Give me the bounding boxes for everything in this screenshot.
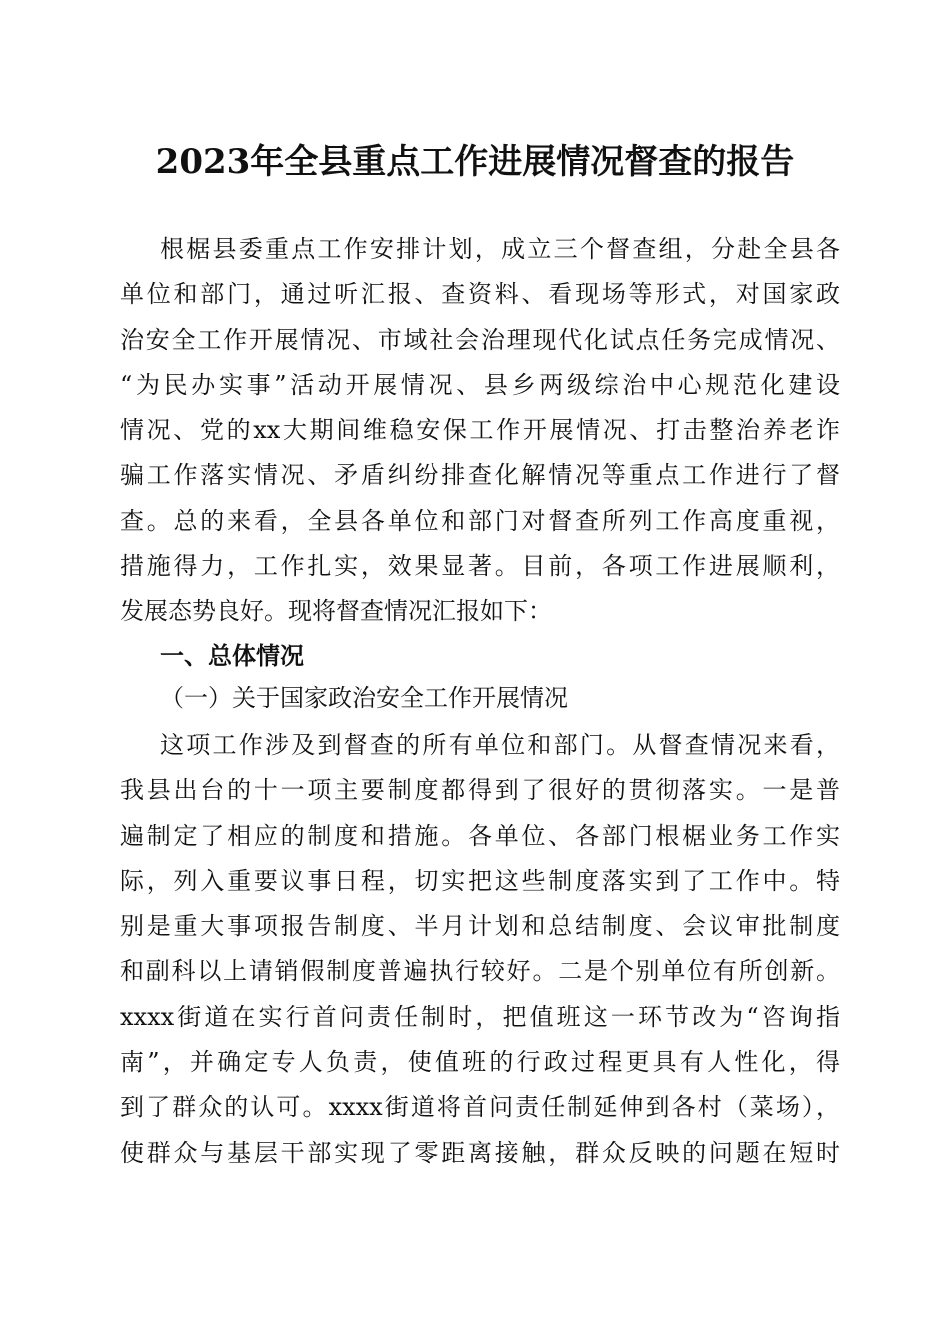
paragraph-line: xxxx街道在实行首问责任制时，把值班这一环节改为“咨询指 [120, 1002, 840, 1031]
paragraph-line: 我县出台的十一项主要制度都得到了很好的贯彻落实。一是普 [120, 776, 840, 805]
paragraph-line: 南”，并确定专人负责，使值班的行政过程更具有人性化，得 [120, 1048, 840, 1077]
paragraph-line: 治安全工作开展情况、市域社会治理现代化试点任务完成情况、 [120, 325, 840, 354]
paragraph-section-one [120, 723, 840, 1176]
paragraph-line: 查。总的来看，全县各单位和部门对督查所列工作高度重视， [120, 506, 840, 535]
paragraph-line: 到了群众的认可。xxxx街道将首问责任制延伸到各村（菜场）， [120, 1093, 840, 1122]
subsection-heading: （一）关于国家政治安全工作开展情况 [160, 684, 568, 712]
paragraph-line: 这项工作涉及到督查的所有单位和部门。从督查情况来看， [160, 731, 840, 759]
paragraph-line: 根椐县委重点工作安排计划，成立三个督查组，分赴全县各 [160, 235, 840, 263]
paragraph-line: 骗工作落实情况、矛盾纠纷排查化解情况等重点工作进行了督 [120, 461, 840, 490]
paragraph-intro [120, 227, 840, 635]
paragraph-line: 际，列入重要议事日程，切实把这些制度落实到了工作中。特 [120, 866, 840, 895]
paragraph-line: 单位和部门，通过听汇报、查资料、看现场等形式，对国家政 [120, 280, 840, 309]
paragraph-line: 别是重大事项报告制度、半月计划和总结制度、会议审批制度 [120, 912, 840, 941]
section-heading: 一、总体情况 [160, 642, 304, 670]
paragraph-line: 使群众与基层干部实现了零距离接触，群众反映的问题在短时 [120, 1138, 840, 1167]
paragraph-line: “为民办实事”活动开展情况、县乡两级综治中心规范化建设 [120, 370, 840, 399]
document-title: 2023年全县重点工作进展情况督查的报告 [155, 142, 795, 182]
paragraph-line: 措施得力，工作扎实，效果显著。目前，各项工作进展顺利， [120, 552, 840, 581]
paragraph-line: 情况、党的xx大期间维稳安保工作开展情况、打击整治养老诈 [120, 416, 840, 445]
paragraph-line: 和副科以上请销假制度普遍执行较好。二是个别单位有所创新。 [120, 957, 840, 986]
paragraph-line: 发展态势良好。现将督查情况汇报如下： [120, 597, 552, 626]
paragraph-line: 遍制定了相应的制度和措施。各单位、各部门根椐业务工作实 [120, 821, 840, 850]
